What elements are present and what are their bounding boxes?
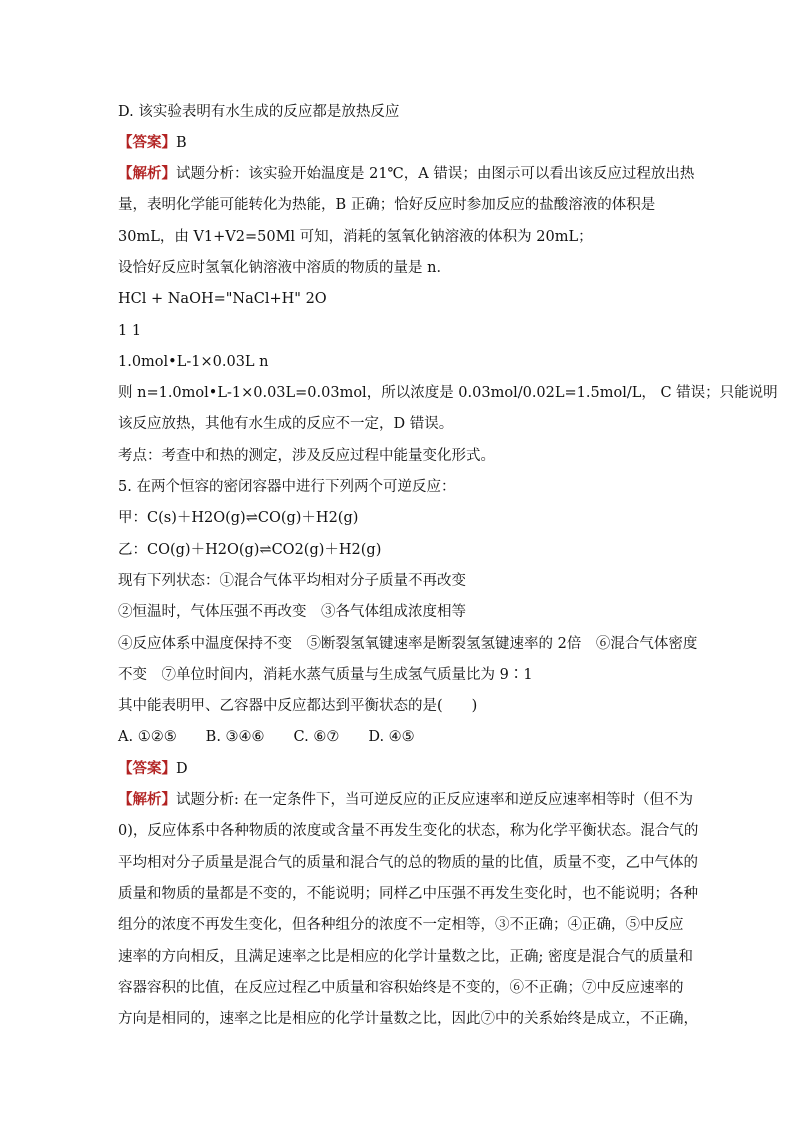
analysis-line-2: 量，表明化学能可能转化为热能，B 正确；恰好反应时参加反应的盐酸溶液的体积是 (118, 197, 656, 213)
analysis-line-11: 组分的浓度不再发生变化，但各种组分的浓度不一定相等，③不正确；④正确，⑤中反应 (118, 917, 684, 933)
analysis-line-13: 容器容积的比值，在反应过程乙中质量和容积始终是不变的，⑥不正确；⑦中反应速率的 (118, 980, 684, 996)
option-d: D. 该实验表明有水生成的反应都是放热反应 (118, 104, 400, 120)
reaction-jia: 甲：C(s)＋H2O(g)⇌CO(g)＋H2(g) (118, 510, 359, 526)
state-list-2: ②恒温时，气体压强不再改变 ③各气体组成浓度相等 (118, 604, 466, 620)
state-list-3: ④反应体系中温度保持不变 ⑤断裂氢氧键速率是断裂氢氢键速率的 2倍 ⑥混合气体密度 (118, 636, 698, 652)
analysis-line-4: 设恰好反应时氢氧化钠溶液中溶质的物质的量是 n． (118, 260, 451, 276)
analysis-line-14: 方向是相同的，速率之比是相应的化学计量数之比，因此⑦中的关系始终是成立，不正确， (118, 1011, 698, 1027)
analysis-line-5: 则 n=1.0mol•L-1×0.03L=0.03mol，所以浓度是 0.03mol/0.02L=1.5mol/L， C 错误；只能说明 (118, 385, 778, 401)
analysis-line-6: 该反应放热，其他有水生成的反应不一定，D 错误。 (118, 416, 454, 432)
equation-line: HCl + NaOH="NaCl+H" 2O (118, 291, 327, 307)
state-list-1: 现有下列状态：①混合气体平均相对分子质量不再改变 (118, 573, 466, 589)
analysis-line-3: 30mL，由 V1+V2=50Ml 可知，消耗的氢氧化钠溶液的体积为 20mL； (118, 229, 593, 245)
analysis-text: 试题分析：该实验开始温度是 21℃，A 错误；由图示可以看出该反应过程放出热 (176, 166, 695, 182)
answer-tag: 【答案】 (118, 760, 176, 777)
answer-line-1 (118, 133, 688, 153)
analysis-text: 试题分析: 在一定条件下，当可逆反应的正反应速率和逆反应速率相等时（但不为 (176, 792, 693, 808)
answer-value: D (176, 761, 188, 777)
analysis-tag: 【解析】 (118, 791, 176, 808)
answer-value: B (176, 135, 187, 151)
analysis-line-9: 平均相对分子质量是混合气的质量和混合气的总的物质的量的比值，质量不变，乙中气体的 (118, 855, 698, 871)
analysis-line-1 (118, 164, 695, 184)
analysis-line-8: 0)，反应体系中各种物质的浓度或含量不再发生变化的状态，称为化学平衡状态。混合气的 (118, 823, 699, 839)
analysis-line-10: 质量和物质的量都是不变的，不能说明；同样乙中压强不再发生变化时，也不能说明；各种 (118, 886, 698, 902)
ratio-line: 1 1 (118, 323, 142, 339)
key-point-line: 考点：考查中和热的测定，涉及反应过程中能量变化形式。 (118, 448, 495, 464)
question-5-stem: 5. 在两个恒容的密闭容器中进行下列两个可逆反应： (118, 479, 456, 495)
question-5-prompt: 其中能表明甲、乙容器中反应都达到平衡状态的是( ) (118, 698, 478, 714)
answer-line-2 (118, 759, 688, 779)
question-5-options: A. ①②⑤ B. ③④⑥ C. ⑥⑦ D. ④⑤ (118, 729, 415, 745)
analysis-line-12: 速率的方向相反，且满足速率之比是相应的化学计量数之比，正确; 密度是混合气的质量和 (118, 949, 693, 965)
analysis-line-7 (118, 790, 693, 810)
analysis-tag: 【解析】 (118, 165, 176, 182)
state-list-4: 不变 ⑦单位时间内，消耗水蒸气质量与生成氢气质量比为 9∶1 (118, 667, 533, 683)
reaction-yi: 乙：CO(g)＋H2O(g)⇌CO2(g)＋H2(g) (118, 542, 382, 558)
amount-line: 1.0mol•L-1×0.03L n (118, 354, 269, 370)
answer-tag: 【答案】 (118, 134, 176, 151)
